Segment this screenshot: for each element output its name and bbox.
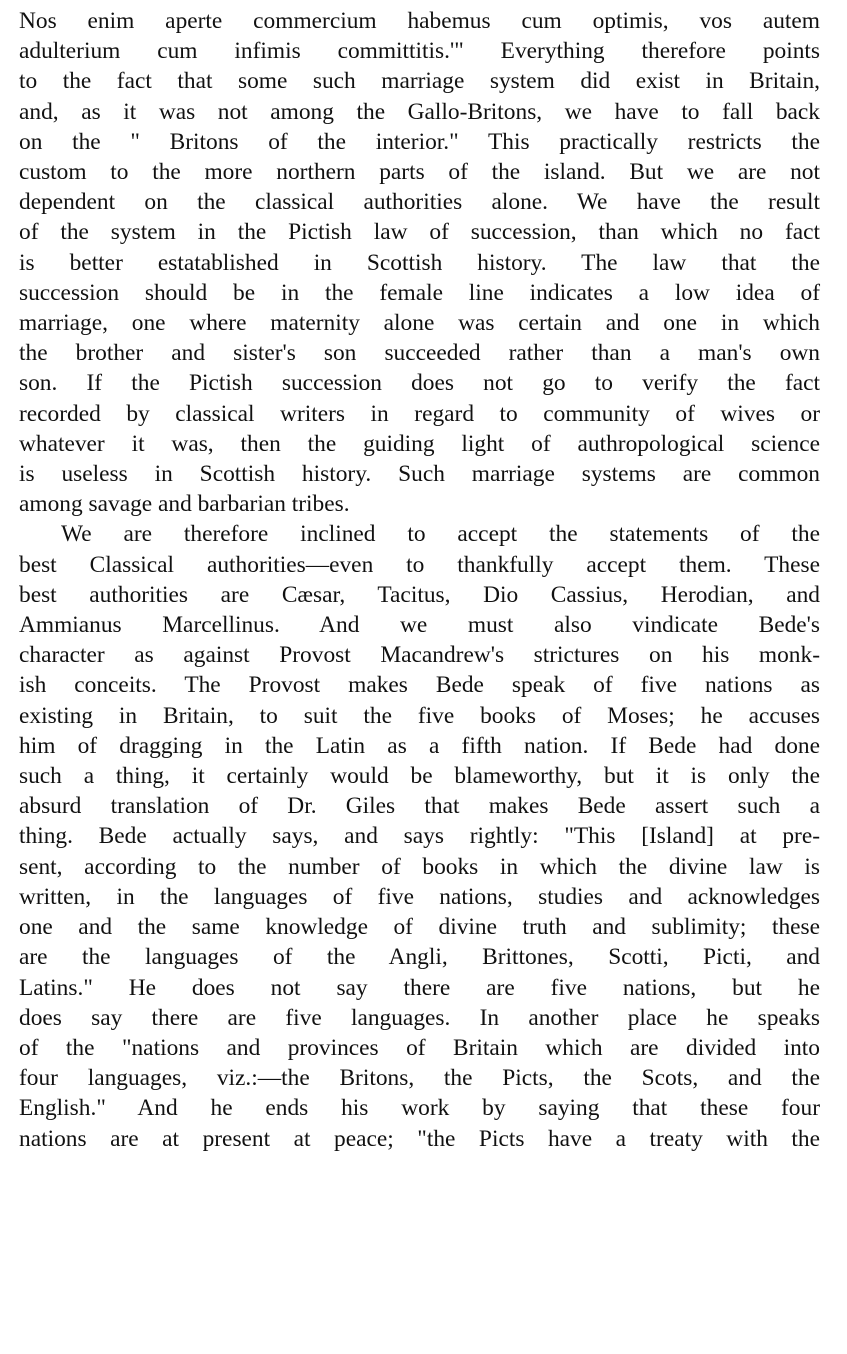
text-line: are the languages of the Angli, Brittones, Scotti, Picti, and bbox=[19, 944, 820, 971]
text-line: four languages, viz.:—the Britons, the Picts, the Scots, and the bbox=[19, 1065, 820, 1092]
text-line: of the "nations and provinces of Britain which are divided into bbox=[19, 1034, 820, 1061]
text-line: succession should be in the female line indicates a low idea of bbox=[19, 279, 820, 306]
text-line: such a thing, it certainly would be blameworthy, but it is only the bbox=[19, 763, 820, 790]
text-line: Nos enim aperte commercium habemus cum optimis, vos autem bbox=[19, 8, 820, 34]
text-line: son. If the Pictish succession does not go to verify the fact bbox=[19, 370, 820, 397]
text-line: thing. Bede actually says, and says rightly: "This [Island] at pre- bbox=[19, 823, 820, 850]
text-line: absurd translation of Dr. Giles that makes Bede assert such a bbox=[19, 793, 820, 820]
text-line: whatever it was, then the guiding light of authropological science bbox=[19, 430, 820, 457]
text-line: sent, according to the number of books in which the divine law is bbox=[19, 853, 820, 880]
text-line: character as against Provost Macandrew's strictures on his monk- bbox=[19, 642, 820, 669]
text-line: one and the same knowledge of divine truth and sublimity; these bbox=[19, 914, 820, 941]
text-line: him of dragging in the Latin as a fifth nation. If Bede had done bbox=[19, 732, 820, 759]
text-line: written, in the languages of five nations, studies and acknowledges bbox=[19, 883, 820, 910]
text-line: the brother and sister's son succeeded rather than a man's own bbox=[19, 340, 820, 367]
text-line: Latins." He does not say there are five nations, but he bbox=[19, 974, 820, 1001]
text-line: custom to the more northern parts of the island. But we are not bbox=[19, 159, 820, 186]
text-line: ish conceits. The Provost makes Bede speak of five nations as bbox=[19, 672, 820, 699]
text-line: English." And he ends his work by saying that these four bbox=[19, 1095, 820, 1122]
text-line: of the system in the Pictish law of succession, than which no fact bbox=[19, 219, 820, 246]
text-line: best Classical authorities—even to thankfully accept them. These bbox=[19, 551, 820, 578]
document-page bbox=[19, 6, 820, 1154]
text-line: adulterium cum infimis committitis.'" Everything therefore points bbox=[19, 38, 820, 65]
text-line: existing in Britain, to suit the five books of Moses; he accuses bbox=[19, 702, 820, 729]
text-line: We are therefore inclined to accept the statements of the bbox=[61, 521, 820, 548]
text-line: and, as it was not among the Gallo-Britons, we have to fall back bbox=[19, 98, 820, 125]
text-line: marriage, one where maternity alone was certain and one in which bbox=[19, 310, 820, 337]
paragraph-2 bbox=[19, 519, 820, 1153]
paragraph-1 bbox=[19, 6, 820, 519]
text-line: to the fact that some such marriage system did exist in Britain, bbox=[19, 68, 820, 95]
text-line: recorded by classical writers in regard to community of wives or bbox=[19, 400, 820, 427]
text-line: on the " Britons of the interior." This practically restricts the bbox=[19, 128, 820, 155]
text-line: among savage and barbarian tribes. bbox=[19, 491, 350, 518]
text-line: does say there are five languages. In another place he speaks bbox=[19, 1004, 820, 1031]
text-line: Ammianus Marcellinus. And we must also vindicate Bede's bbox=[19, 612, 820, 639]
text-line: nations are at present at peace; "the Picts have a treaty with the bbox=[19, 1125, 820, 1152]
text-line: is useless in Scottish history. Such marriage systems are common bbox=[19, 461, 820, 488]
text-line: best authorities are Cæsar, Tacitus, Dio Cassius, Herodian, and bbox=[19, 581, 820, 608]
text-line: dependent on the classical authorities alone. We have the result bbox=[19, 189, 820, 216]
text-line: is better estatablished in Scottish history. The law that the bbox=[19, 249, 820, 276]
